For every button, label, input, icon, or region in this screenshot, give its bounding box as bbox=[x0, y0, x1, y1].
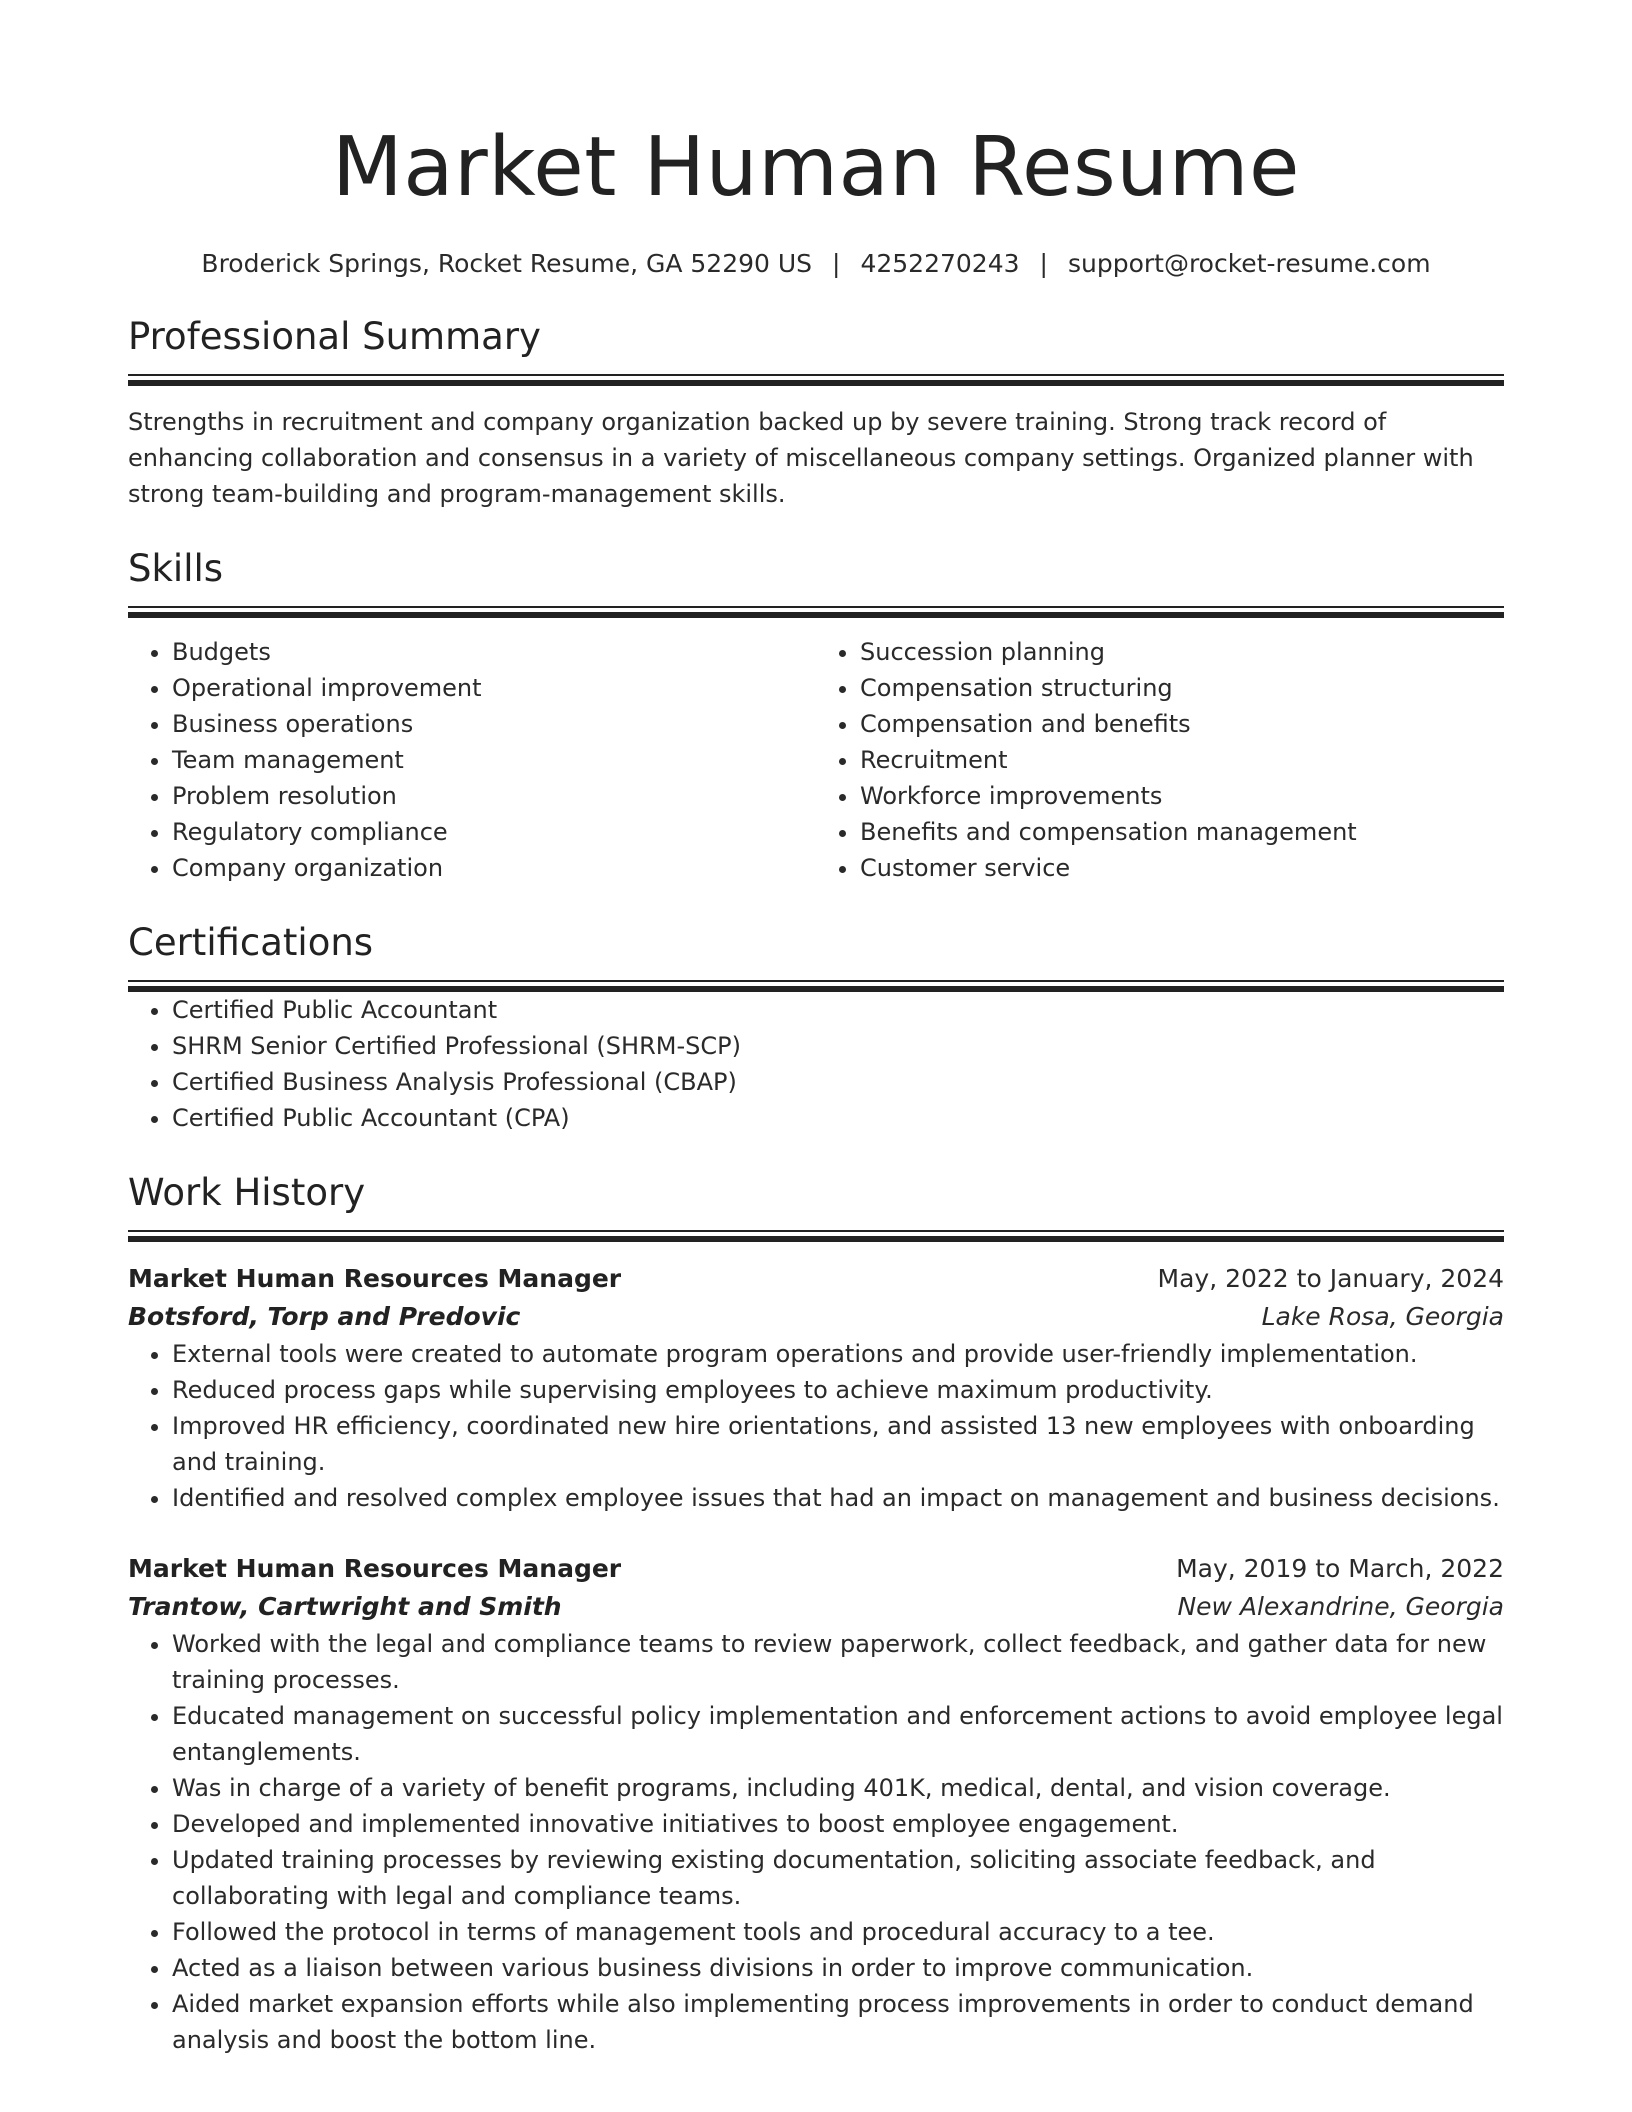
skills-section bbox=[128, 546, 1504, 886]
resume-title: Market Human Resume bbox=[332, 120, 1300, 215]
skill-item: • Regulatory compliance bbox=[172, 814, 816, 850]
skill-item: • Problem resolution bbox=[172, 778, 816, 814]
section-divider bbox=[128, 1230, 1504, 1242]
skill-item: • Budgets bbox=[172, 634, 816, 670]
job-company: Trantow, Cartwright and Smith bbox=[128, 1592, 562, 1621]
skill-item: • Benefits and compensation management bbox=[860, 814, 1504, 850]
job-bullet: • Worked with the legal and compliance teams to review paperwork, collect feedback, and gather data for new training processes. bbox=[172, 1626, 1504, 1698]
job-bullet: • Updated training processes by reviewing existing documentation, soliciting associate feedback, and collaborating with legal and compliance teams. bbox=[172, 1842, 1504, 1914]
job-bullet: • Educated management on successful policy implementation and enforcement actions to avoid employee legal entanglements. bbox=[172, 1698, 1504, 1770]
job-company-row bbox=[128, 1588, 1504, 1626]
skill-item: • Operational improvement bbox=[172, 670, 816, 706]
certification-item: • SHRM Senior Certified Professional (SHRM-SCP) bbox=[172, 1028, 1504, 1064]
job-dates: May, 2022 to January, 2024 bbox=[1157, 1264, 1504, 1293]
skill-item: • Recruitment bbox=[860, 742, 1504, 778]
job-entry bbox=[128, 1550, 1504, 2058]
certifications-list bbox=[128, 992, 1504, 1136]
certification-item: • Certified Business Analysis Professional (CBAP) bbox=[172, 1064, 1504, 1100]
skill-item: • Customer service bbox=[860, 850, 1504, 886]
contact-address: Broderick Springs, Rocket Resume, GA 52290 US bbox=[201, 249, 813, 278]
job-bullet: • Was in charge of a variety of benefit programs, including 401K, medical, dental, and vision coverage. bbox=[172, 1770, 1504, 1806]
job-bullet-list bbox=[128, 1626, 1504, 2058]
summary-text: Strengths in recruitment and company organization backed up by severe training. Strong track record of enhancing collaboration and consensus in a variety of miscellaneous company settings. Organized planner with strong team-building and program-management skills. bbox=[128, 408, 1474, 508]
skill-item: • Compensation and benefits bbox=[860, 706, 1504, 742]
certification-item: • Certified Public Accountant (CPA) bbox=[172, 1100, 1504, 1136]
skills-list-left bbox=[128, 634, 816, 886]
job-bullet: • Reduced process gaps while supervising employees to achieve maximum productivity. bbox=[172, 1372, 1504, 1408]
job-title: Market Human Resources Manager bbox=[128, 1554, 622, 1583]
job-entry bbox=[128, 1260, 1504, 1516]
job-header-row bbox=[128, 1550, 1504, 1588]
contact-phone: 4252270243 bbox=[860, 249, 1020, 278]
job-header-row bbox=[128, 1260, 1504, 1298]
contact-line bbox=[128, 248, 1504, 280]
section-heading-skills: Skills bbox=[128, 547, 224, 590]
job-dates: May, 2019 to March, 2022 bbox=[1176, 1554, 1504, 1583]
job-location: New Alexandrine, Georgia bbox=[1177, 1592, 1504, 1621]
skills-column-right bbox=[816, 634, 1504, 886]
job-bullet: • Followed the protocol in terms of management tools and procedural accuracy to a tee. bbox=[172, 1914, 1504, 1950]
certifications-section bbox=[128, 920, 1504, 1136]
certification-item: • Certified Public Accountant bbox=[172, 992, 1504, 1028]
job-bullet-list bbox=[128, 1336, 1504, 1516]
skill-item: • Company organization bbox=[172, 850, 816, 886]
work-history-section bbox=[128, 1170, 1504, 2058]
section-heading-work-history: Work History bbox=[128, 1171, 366, 1214]
skill-item: • Compensation structuring bbox=[860, 670, 1504, 706]
job-location: Lake Rosa, Georgia bbox=[1261, 1302, 1504, 1331]
job-bullet: • Identified and resolved complex employee issues that had an impact on management and business decisions. bbox=[172, 1480, 1504, 1516]
section-divider bbox=[128, 374, 1504, 386]
section-heading-summary: Professional Summary bbox=[128, 315, 541, 358]
contact-email: support@rocket-resume.com bbox=[1067, 249, 1431, 278]
skills-grid bbox=[128, 634, 1504, 886]
job-bullet: • Improved HR efficiency, coordinated new hire orientations, and assisted 13 new employees with onboarding and training. bbox=[172, 1408, 1504, 1480]
contact-separator: | bbox=[1039, 249, 1048, 278]
skill-item: • Team management bbox=[172, 742, 816, 778]
skills-list-right bbox=[816, 634, 1504, 886]
skills-column-left bbox=[128, 634, 816, 886]
job-company-row bbox=[128, 1298, 1504, 1336]
job-bullet: • Acted as a liaison between various business divisions in order to improve communication. bbox=[172, 1950, 1504, 1986]
section-divider bbox=[128, 606, 1504, 618]
contact-separator: | bbox=[832, 249, 841, 278]
job-bullet: • Aided market expansion efforts while also implementing process improvements in order to conduct demand analysis and boost the bottom line. bbox=[172, 1986, 1504, 2058]
section-heading-certifications: Certifications bbox=[128, 921, 374, 964]
job-company: Botsford, Torp and Predovic bbox=[128, 1302, 521, 1331]
skill-item: • Succession planning bbox=[860, 634, 1504, 670]
skill-item: • Business operations bbox=[172, 706, 816, 742]
section-divider bbox=[128, 980, 1504, 992]
skill-item: • Workforce improvements bbox=[860, 778, 1504, 814]
summary-section bbox=[128, 314, 1504, 512]
job-title: Market Human Resources Manager bbox=[128, 1264, 622, 1293]
job-bullet: • Developed and implemented innovative initiatives to boost employee engagement. bbox=[172, 1806, 1504, 1842]
job-bullet: • External tools were created to automate program operations and provide user-friendly implementation. bbox=[172, 1336, 1504, 1372]
